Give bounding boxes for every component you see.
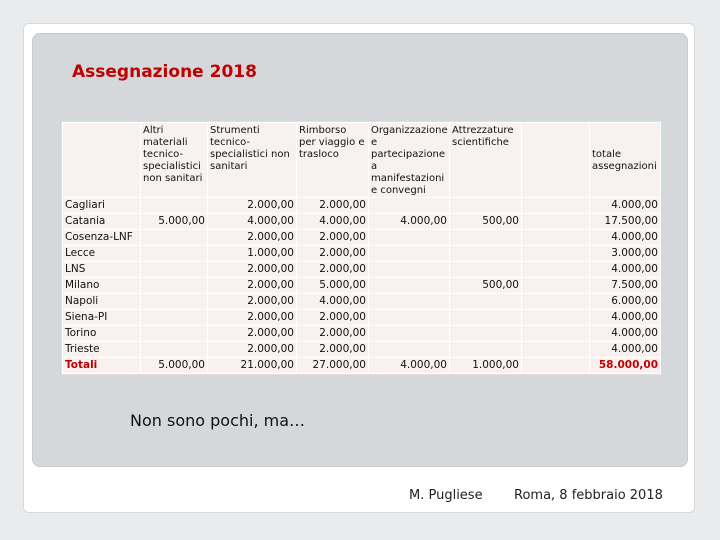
cell-site: Trieste: [63, 342, 141, 358]
cell-site: Cagliari: [63, 198, 141, 214]
cell-travel: 2.000,00: [297, 262, 369, 278]
cell-conferences: [369, 262, 450, 278]
cell-conferences: [369, 246, 450, 262]
cell-travel: 4.000,00: [297, 294, 369, 310]
cell-conferences: [369, 326, 450, 342]
cell-empty: [522, 342, 590, 358]
cell-site: LNS: [63, 262, 141, 278]
cell-equipment: 500,00: [450, 278, 522, 294]
cell-total: 6.000,00: [590, 294, 661, 310]
cell-travel: 2.000,00: [297, 198, 369, 214]
cell-equipment: [450, 310, 522, 326]
cell-other-materials: [141, 326, 208, 342]
cell-equipment: [450, 230, 522, 246]
cell-empty: [522, 214, 590, 230]
cell-instruments: 4.000,00: [208, 214, 297, 230]
table-row: [63, 326, 661, 342]
cell-instruments: 2.000,00: [208, 342, 297, 358]
cell-conferences: 4.000,00: [369, 214, 450, 230]
cell-site: Siena-PI: [63, 310, 141, 326]
table-row: [63, 278, 661, 294]
table-row: [63, 342, 661, 358]
cell-equipment: [450, 326, 522, 342]
cell-travel: 2.000,00: [297, 326, 369, 342]
cell-equipment: [450, 198, 522, 214]
cell-conferences: [369, 230, 450, 246]
cell-total: 58.000,00: [590, 358, 661, 374]
cell-instruments: 2.000,00: [208, 278, 297, 294]
cell-instruments: 2.000,00: [208, 326, 297, 342]
header-cell-conferences: Organizzazione e partecipazione a manifestazioni e convegni: [369, 123, 450, 198]
cell-empty: [522, 326, 590, 342]
cell-travel: 2.000,00: [297, 342, 369, 358]
table-row: [63, 294, 661, 310]
header-cell-site: [63, 123, 141, 198]
cell-empty: [522, 198, 590, 214]
cell-instruments: 2.000,00: [208, 198, 297, 214]
cell-total: 3.000,00: [590, 246, 661, 262]
header-cell-equipment: Attrezzature scientifiche: [450, 123, 522, 198]
cell-conferences: [369, 310, 450, 326]
cell-empty: [522, 358, 590, 374]
cell-travel: 27.000,00: [297, 358, 369, 374]
table-row: [63, 262, 661, 278]
footer-date: Roma, 8 febbraio 2018: [514, 488, 663, 503]
cell-site: Totali: [63, 358, 141, 374]
cell-other-materials: [141, 294, 208, 310]
cell-travel: 2.000,00: [297, 246, 369, 262]
cell-empty: [522, 310, 590, 326]
cell-site: Milano: [63, 278, 141, 294]
cell-equipment: [450, 246, 522, 262]
cell-other-materials: [141, 262, 208, 278]
cell-other-materials: [141, 278, 208, 294]
table-header: [63, 123, 661, 198]
cell-other-materials: [141, 230, 208, 246]
table-body: [63, 198, 661, 374]
header-cell-empty: [522, 123, 590, 198]
table-row: [63, 230, 661, 246]
cell-total: 4.000,00: [590, 230, 661, 246]
cell-instruments: 21.000,00: [208, 358, 297, 374]
table-row: [63, 214, 661, 230]
cell-other-materials: 5.000,00: [141, 358, 208, 374]
cell-site: Cosenza-LNF: [63, 230, 141, 246]
cell-conferences: [369, 342, 450, 358]
header-cell-total: totale assegnazioni: [590, 123, 661, 198]
cell-empty: [522, 262, 590, 278]
cell-equipment: [450, 262, 522, 278]
cell-empty: [522, 230, 590, 246]
cell-total: 7.500,00: [590, 278, 661, 294]
slide-title: Assegnazione 2018: [72, 62, 257, 82]
cell-total: 4.000,00: [590, 198, 661, 214]
cell-site: Torino: [63, 326, 141, 342]
cell-other-materials: [141, 310, 208, 326]
cell-total: 4.000,00: [590, 310, 661, 326]
cell-instruments: 1.000,00: [208, 246, 297, 262]
cell-empty: [522, 246, 590, 262]
cell-travel: 2.000,00: [297, 230, 369, 246]
cell-instruments: 2.000,00: [208, 262, 297, 278]
cell-total: 4.000,00: [590, 262, 661, 278]
cell-empty: [522, 294, 590, 310]
allocation-table-container: [61, 121, 661, 375]
cell-travel: 2.000,00: [297, 310, 369, 326]
cell-other-materials: [141, 342, 208, 358]
cell-equipment: 500,00: [450, 214, 522, 230]
cell-travel: 4.000,00: [297, 214, 369, 230]
cell-other-materials: [141, 246, 208, 262]
cell-total: 17.500,00: [590, 214, 661, 230]
cell-total: 4.000,00: [590, 342, 661, 358]
table-row: [63, 198, 661, 214]
header-cell-other-materials: Altri materiali tecnico-specialistici non sanitari: [141, 123, 208, 198]
cell-instruments: 2.000,00: [208, 294, 297, 310]
cell-other-materials: [141, 198, 208, 214]
cell-site: Napoli: [63, 294, 141, 310]
table-row: [63, 246, 661, 262]
table-row: [63, 310, 661, 326]
cell-equipment: [450, 342, 522, 358]
cell-instruments: 2.000,00: [208, 310, 297, 326]
cell-equipment: [450, 294, 522, 310]
cell-site: Lecce: [63, 246, 141, 262]
totals-row: [63, 358, 661, 374]
cell-conferences: 4.000,00: [369, 358, 450, 374]
header-row: [63, 123, 661, 198]
cell-conferences: [369, 294, 450, 310]
allocation-table: [62, 122, 661, 374]
header-cell-travel: Rimborso per viaggio e trasloco: [297, 123, 369, 198]
slide-caption: Non sono pochi, ma…: [130, 411, 306, 430]
cell-conferences: [369, 278, 450, 294]
cell-travel: 5.000,00: [297, 278, 369, 294]
header-cell-instruments: Strumenti tecnico-specialistici non sanitari: [208, 123, 297, 198]
cell-empty: [522, 278, 590, 294]
footer-author: M. Pugliese: [409, 488, 483, 503]
cell-equipment: 1.000,00: [450, 358, 522, 374]
cell-other-materials: 5.000,00: [141, 214, 208, 230]
cell-conferences: [369, 198, 450, 214]
cell-site: Catania: [63, 214, 141, 230]
cell-instruments: 2.000,00: [208, 230, 297, 246]
cell-total: 4.000,00: [590, 326, 661, 342]
